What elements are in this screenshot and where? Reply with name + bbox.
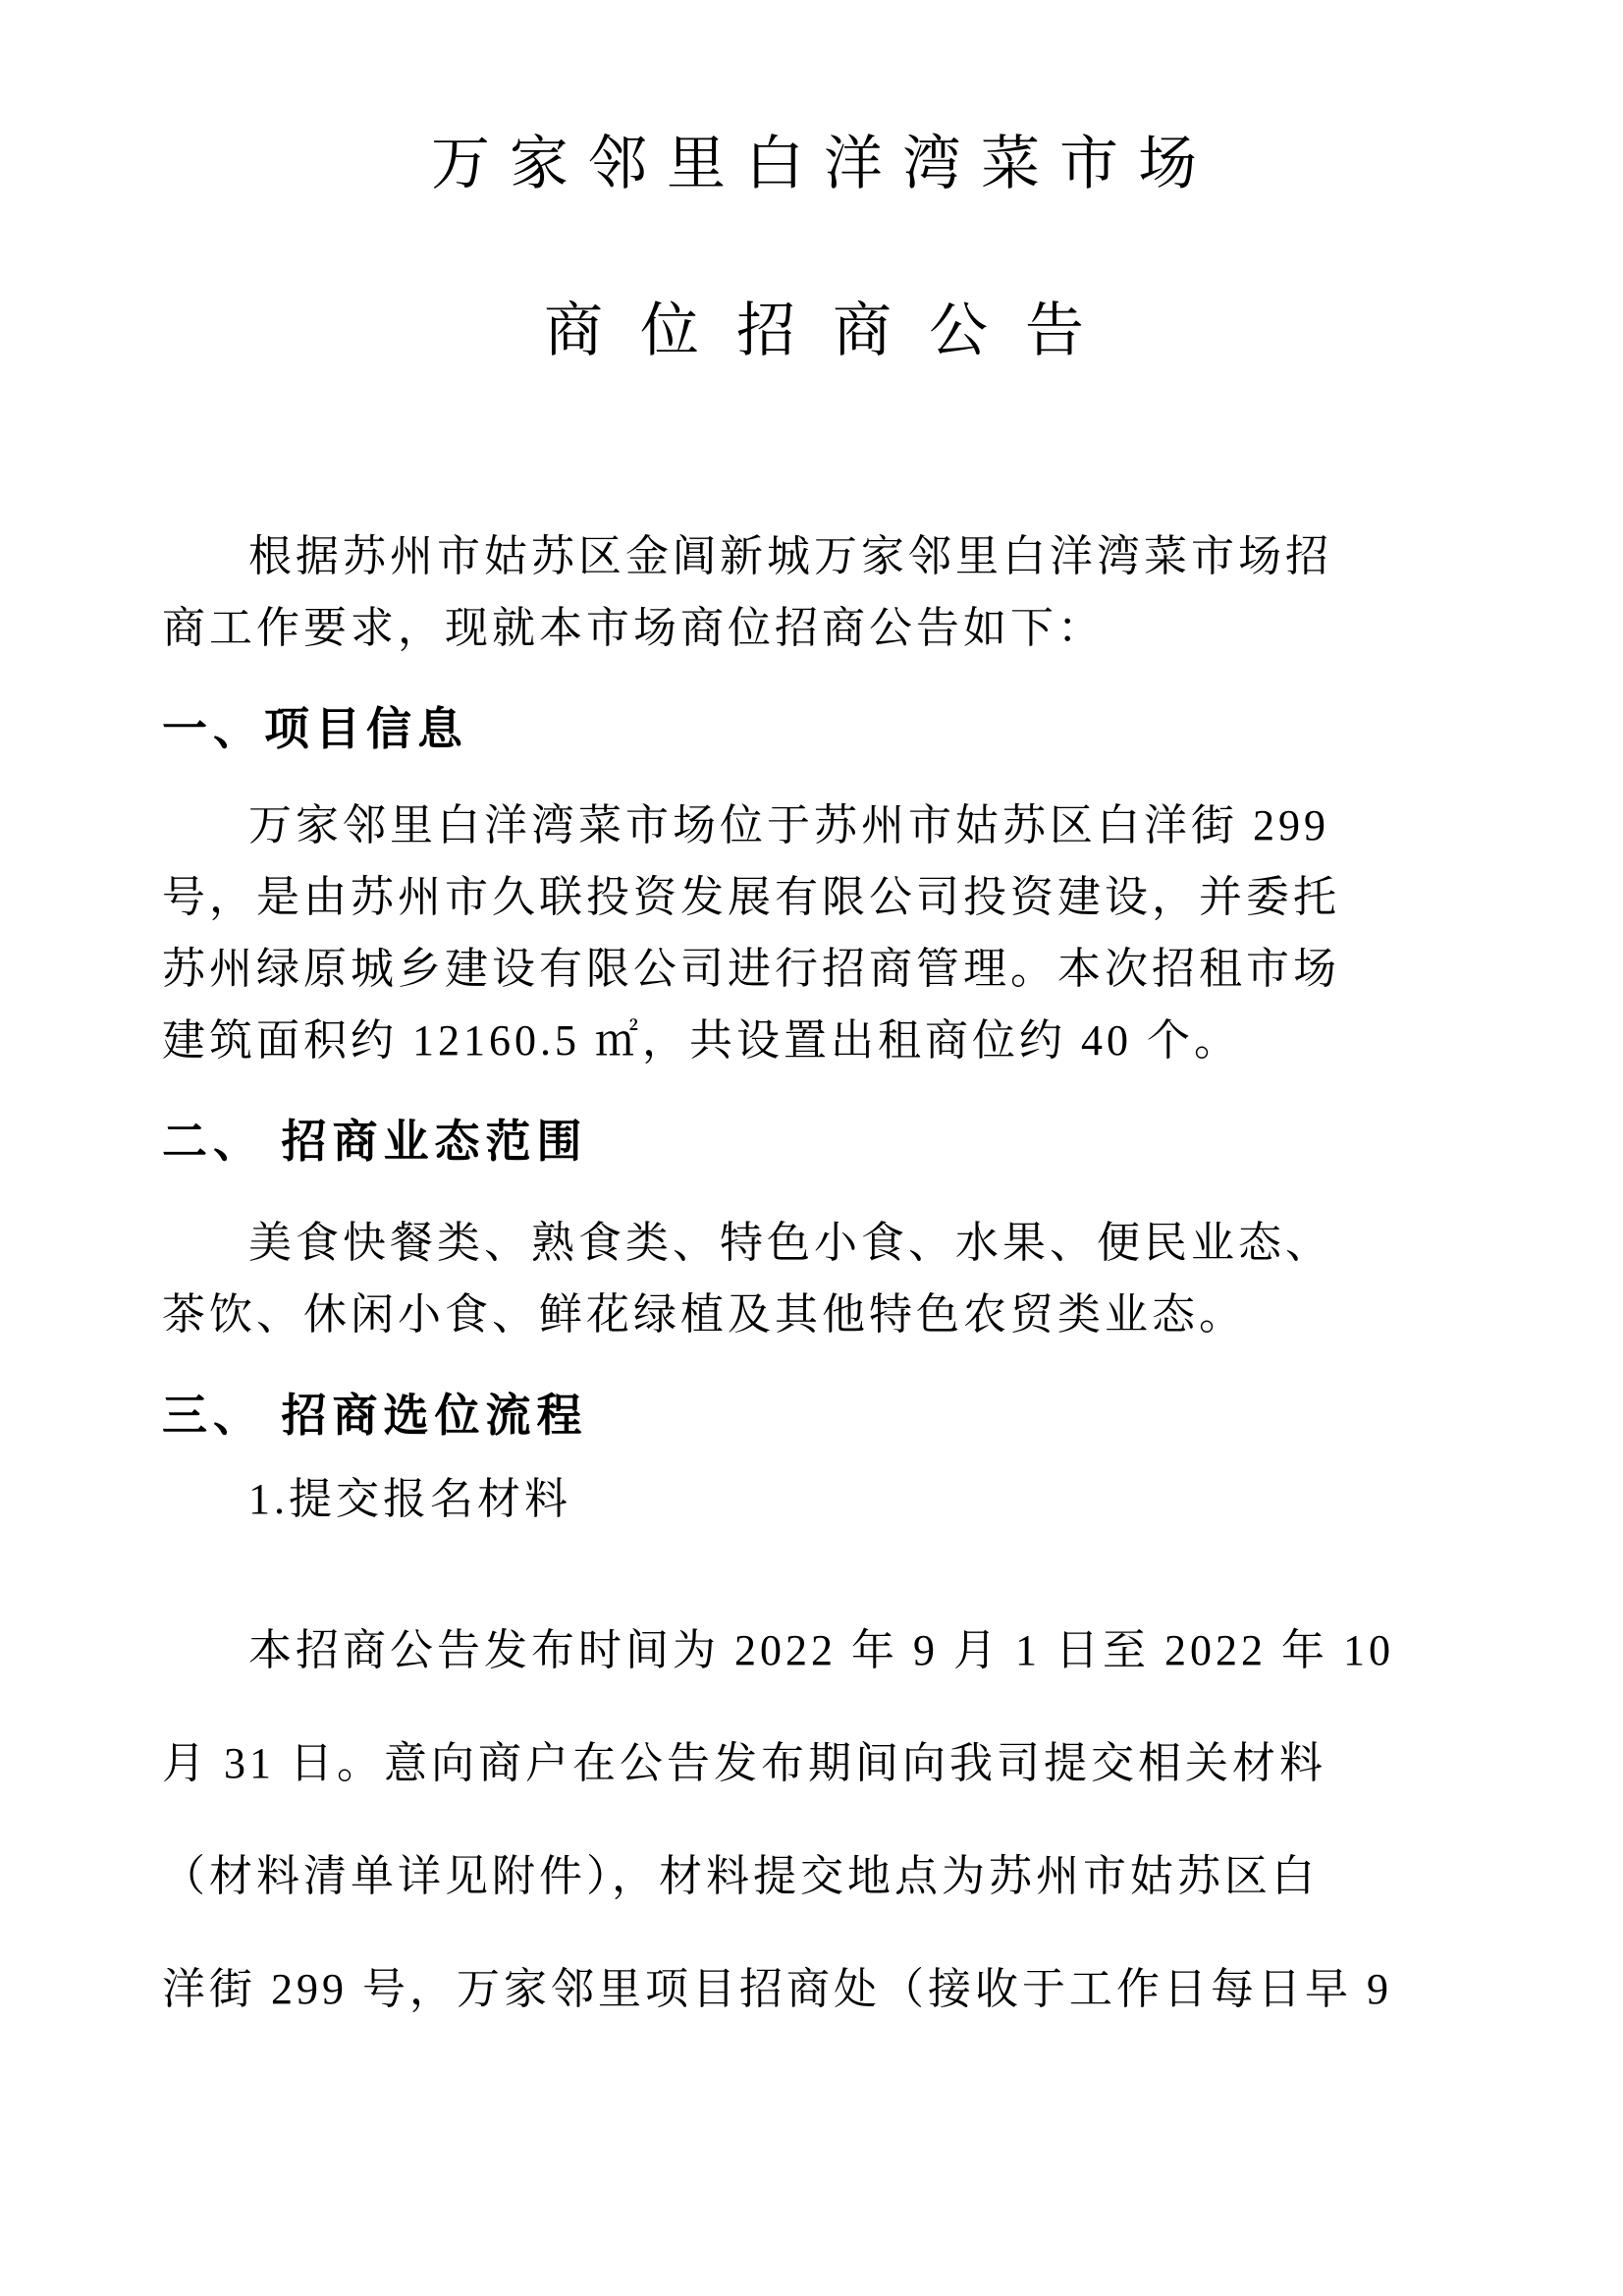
text-line: 号，是由苏州市久联投资发展有限公司投资建设，并委托 [162, 873, 1340, 921]
text-line: 月 31 日。意向商户在公告发布期间向我司提交相关材料 [162, 1739, 1326, 1787]
text-line: 建筑面积约 12160.5 ㎡，共设置出租商位约 40 个。 [162, 1016, 1241, 1065]
text-line: 美食快餐类、熟食类、特色小食、水果、便民业态、 [248, 1219, 1332, 1267]
text-line: 商工作要求，现就本市场商位招商公告如下： [162, 604, 1105, 652]
section-2-paragraph [162, 1207, 1466, 1350]
text-line: 洋街 299 号，万家邻里项目招商处（接收于工作日每日早 9 [162, 1965, 1392, 2013]
section-1-paragraph [162, 790, 1466, 1076]
section-2-heading: 二、 招商业态范围 [162, 1117, 588, 1167]
text-line: 本招商公告发布时间为 2022 年 9 月 1 日至 2022 年 10 [248, 1626, 1394, 1674]
intro-paragraph [162, 520, 1466, 664]
text-line: 苏州绿原城乡建设有限公司进行招商管理。本次招租市场 [162, 945, 1340, 993]
text-line: 根据苏州市姑苏区金阊新城万家邻里白洋湾菜市场招 [248, 532, 1332, 580]
text-line: 万家邻里白洋湾菜市场位于苏州市姑苏区白洋街 299 [248, 801, 1329, 849]
section-3-subitem: 1.提交报名材料 [248, 1475, 571, 1523]
text-line: （材料清单详见附件），材料提交地点为苏州市姑苏区白 [162, 1852, 1319, 1900]
section-3-heading: 三、 招商选位流程 [162, 1391, 588, 1441]
document-title-line-1: 万家邻里白洋湾菜市场 [431, 132, 1217, 196]
section-1-heading: 一、项目信息 [162, 704, 468, 754]
document-title-line-2: 商位招商公告 [544, 299, 1121, 363]
section-3-paragraph [162, 1594, 1466, 2046]
text-line: 茶饮、休闲小食、鲜花绿植及其他特色农贸类业态。 [162, 1290, 1246, 1339]
